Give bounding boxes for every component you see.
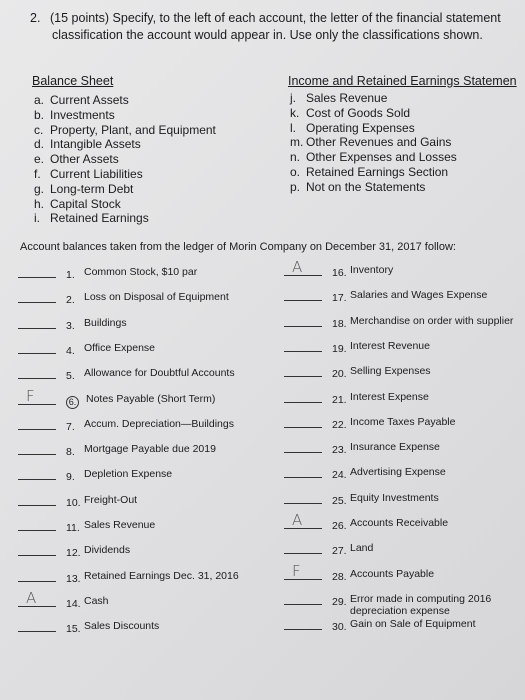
account-number: 13.: [66, 572, 81, 585]
account-label: Sales Discounts: [84, 620, 160, 633]
classification-item: [34, 182, 133, 196]
answer-blank[interactable]: [284, 416, 322, 428]
classification-label: Not on the Statements: [306, 179, 426, 194]
account-row: [284, 391, 429, 406]
classification-label: Other Expenses and Losses: [306, 150, 457, 165]
account-number: 14.: [66, 597, 81, 610]
answer-blank[interactable]: [18, 317, 56, 329]
answer-blank[interactable]: [284, 258, 322, 276]
account-row: [284, 511, 449, 532]
answer-blank[interactable]: [284, 340, 322, 352]
answer-blank[interactable]: [284, 542, 322, 554]
answer-blank[interactable]: [18, 588, 56, 607]
classification-item: [290, 150, 457, 164]
classification-letter: n.: [290, 150, 301, 165]
account-row: [284, 289, 487, 304]
balance-sheet-title: Balance Sheet: [32, 74, 114, 88]
account-row: [18, 317, 127, 332]
handwritten-answer: F: [26, 386, 35, 405]
classification-item: [290, 180, 425, 194]
classification-label: Other Revenues and Gains: [306, 135, 452, 150]
account-label: Sales Revenue: [84, 519, 156, 531]
account-label: Salaries and Wages Expense: [350, 289, 488, 302]
answer-blank[interactable]: [284, 466, 322, 478]
account-row: [18, 386, 216, 409]
classification-letter: f.: [34, 167, 41, 181]
question-line-1: (15 points) Specify, to the left of each account, the letter of the financial statement: [50, 11, 501, 25]
classification-label: Intangible Assets: [50, 137, 141, 152]
classification-letter: l.: [290, 120, 296, 135]
classification-letter: j.: [290, 91, 296, 105]
account-label: Dividends: [84, 544, 131, 557]
account-row: [18, 266, 197, 281]
classification-letter: a.: [34, 93, 45, 107]
classification-item: [34, 123, 216, 137]
classification-letter: d.: [34, 137, 45, 152]
account-number: 12.: [66, 547, 81, 560]
account-row: [284, 365, 431, 380]
answer-blank[interactable]: [18, 570, 56, 582]
account-row: [284, 340, 430, 355]
classification-letter: o.: [290, 165, 301, 179]
account-number: 29.: [332, 595, 347, 608]
account-row: [18, 418, 234, 433]
answer-blank[interactable]: [18, 494, 56, 506]
handwritten-answer: A: [292, 258, 303, 276]
account-label: Freight-Out: [84, 493, 138, 506]
account-label: Allowance for Doubtful Accounts: [84, 367, 235, 380]
answer-blank[interactable]: [18, 443, 56, 455]
account-number: 3.: [66, 319, 75, 332]
classification-letter: i.: [34, 211, 40, 226]
account-number: 23.: [332, 444, 347, 457]
account-label: Inventory: [350, 264, 394, 276]
account-label: Common Stock, $10 par: [84, 266, 198, 278]
account-number: 11.: [66, 522, 80, 534]
account-label: Interest Expense: [350, 390, 429, 403]
answer-blank[interactable]: [18, 266, 56, 278]
account-label: Insurance Expense: [350, 441, 440, 454]
classification-letter: c.: [34, 122, 44, 137]
answer-blank[interactable]: [18, 367, 56, 379]
classification-label: Long-term Debt: [50, 181, 134, 196]
account-row: [284, 258, 394, 279]
account-row: [18, 468, 172, 483]
classification-label: Sales Revenue: [306, 91, 388, 105]
account-label: Land: [350, 542, 374, 555]
question-line-2: classification the account would appear in. Use only the classifications shown.: [52, 28, 483, 42]
classification-item: [34, 93, 129, 107]
account-number: 18.: [332, 317, 347, 330]
classification-item: [34, 108, 115, 122]
account-label: Notes Payable (Short Term): [86, 392, 216, 405]
classification-label: Current Liabilities: [50, 167, 143, 181]
account-row: [284, 441, 440, 456]
account-number: 28.: [332, 570, 347, 583]
classification-label: Operating Expenses: [306, 120, 415, 135]
question-text: [30, 10, 510, 44]
classification-label: Capital Stock: [50, 196, 121, 211]
classification-label: Other Assets: [50, 152, 119, 167]
account-label: Cash: [84, 594, 109, 607]
account-label: Accounts Receivable: [350, 517, 449, 529]
answer-blank[interactable]: [284, 511, 322, 529]
handwritten-answer: F: [292, 561, 301, 580]
account-label: Selling Expenses: [350, 365, 431, 378]
account-label: Mortgage Payable due 2019: [84, 443, 216, 456]
answer-blank[interactable]: [18, 519, 56, 531]
account-label: Merchandise on order with supplier: [350, 314, 514, 327]
answer-blank[interactable]: [18, 342, 56, 354]
classification-label: Retained Earnings Section: [306, 165, 449, 179]
classification-label: Investments: [50, 107, 115, 122]
classification-item: [290, 165, 448, 179]
classification-letter: b.: [34, 107, 45, 122]
answer-blank[interactable]: [18, 386, 56, 405]
answer-blank[interactable]: [284, 618, 322, 630]
account-number: 9.: [66, 471, 75, 484]
account-row: [18, 367, 235, 382]
intro-text: Account balances taken from the ledger of Morin Company on December 31, 2017 follow:: [20, 241, 456, 253]
question-number: 2.: [30, 11, 41, 25]
classification-item: [290, 135, 451, 149]
answer-blank[interactable]: [18, 544, 56, 556]
answer-blank[interactable]: [284, 561, 322, 580]
classification-item: [34, 211, 149, 225]
account-row: [284, 593, 510, 617]
account-number: 5.: [66, 370, 75, 383]
account-number: 25.: [332, 494, 347, 507]
answer-blank[interactable]: [18, 620, 56, 632]
classification-item: [290, 106, 410, 120]
account-number: 2.: [66, 294, 75, 307]
account-label: Depletion Expense: [84, 468, 173, 481]
classification-label: Cost of Goods Sold: [306, 105, 411, 120]
account-row: [18, 291, 229, 306]
account-row: [284, 315, 513, 330]
account-label: Accounts Payable: [350, 567, 435, 580]
account-number: 15.: [66, 623, 81, 636]
handwritten-answer: A: [26, 588, 37, 607]
account-row: [284, 618, 510, 633]
account-row: [18, 494, 137, 509]
account-number: 17.: [332, 292, 347, 305]
handwritten-answer: A: [292, 511, 303, 529]
account-number: 4.: [66, 344, 75, 357]
account-row: [284, 542, 373, 557]
account-label: Loss on Disposal of Equipment: [84, 291, 229, 304]
account-label: Income Taxes Payable: [350, 415, 456, 428]
classification-item: [34, 152, 119, 166]
account-row: [18, 588, 109, 610]
answer-blank[interactable]: [18, 418, 56, 430]
classification-item: [34, 167, 143, 181]
classification-item: [34, 137, 141, 151]
account-number: 21.: [332, 393, 347, 406]
answer-blank[interactable]: [284, 391, 322, 403]
account-label: Equity Investments: [350, 491, 439, 504]
classification-item: [290, 121, 415, 135]
account-label: Gain on Sale of Equipment: [350, 618, 476, 631]
account-row: [18, 342, 155, 357]
classification-label: Retained Earnings: [50, 211, 149, 226]
account-number: 22.: [332, 418, 347, 431]
account-number: 20.: [332, 368, 347, 381]
account-number: 8.: [66, 446, 75, 459]
account-number: 16.: [332, 267, 347, 279]
account-row: [18, 519, 155, 534]
account-label: Interest Revenue: [350, 339, 430, 352]
account-number: 30.: [332, 621, 347, 634]
account-row: [284, 492, 439, 507]
answer-blank[interactable]: [284, 315, 322, 327]
classification-letter: h.: [34, 196, 45, 211]
account-number: 10.: [66, 496, 81, 509]
answer-blank[interactable]: [284, 441, 322, 453]
account-row: [18, 544, 130, 559]
account-number: 19.: [332, 342, 347, 355]
classification-label: Property, Plant, and Equipment: [50, 122, 216, 137]
classification-label: Current Assets: [50, 93, 129, 107]
classification-letter: p.: [290, 179, 301, 194]
answer-blank[interactable]: [18, 291, 56, 303]
classification-letter: g.: [34, 181, 45, 196]
account-number: 24.: [332, 469, 347, 482]
account-row: [284, 466, 446, 481]
account-row: [18, 620, 159, 635]
answer-blank[interactable]: [18, 468, 56, 480]
account-label: Accum. Depreciation—Buildings: [84, 417, 234, 430]
classification-item: [34, 197, 121, 211]
classification-item: [290, 91, 387, 105]
classification-letter: e.: [34, 152, 45, 167]
account-row: [18, 570, 249, 585]
income-statement-title: Income and Retained Earnings Statemen: [288, 74, 517, 88]
answer-blank[interactable]: [284, 492, 322, 504]
account-row: [18, 443, 216, 458]
account-number: 7.: [66, 420, 75, 433]
account-label: Advertising Expense: [350, 466, 446, 479]
account-number: 1.: [66, 269, 75, 281]
classification-letter: m.: [290, 135, 304, 150]
account-number: 27.: [332, 545, 347, 558]
account-number: 6.: [66, 396, 79, 409]
account-label: Error made in computing 2016 depreciation expense: [350, 592, 492, 617]
answer-blank[interactable]: [284, 365, 322, 377]
classification-letter: k.: [290, 105, 300, 120]
account-row: [284, 416, 455, 431]
account-number: 26.: [332, 520, 347, 532]
account-label: Retained Earnings Dec. 31, 2016: [84, 569, 239, 582]
account-label: Office Expense: [84, 341, 156, 354]
answer-blank[interactable]: [284, 593, 322, 605]
account-label: Buildings: [84, 316, 127, 329]
account-row: [284, 561, 435, 583]
answer-blank[interactable]: [284, 289, 322, 301]
